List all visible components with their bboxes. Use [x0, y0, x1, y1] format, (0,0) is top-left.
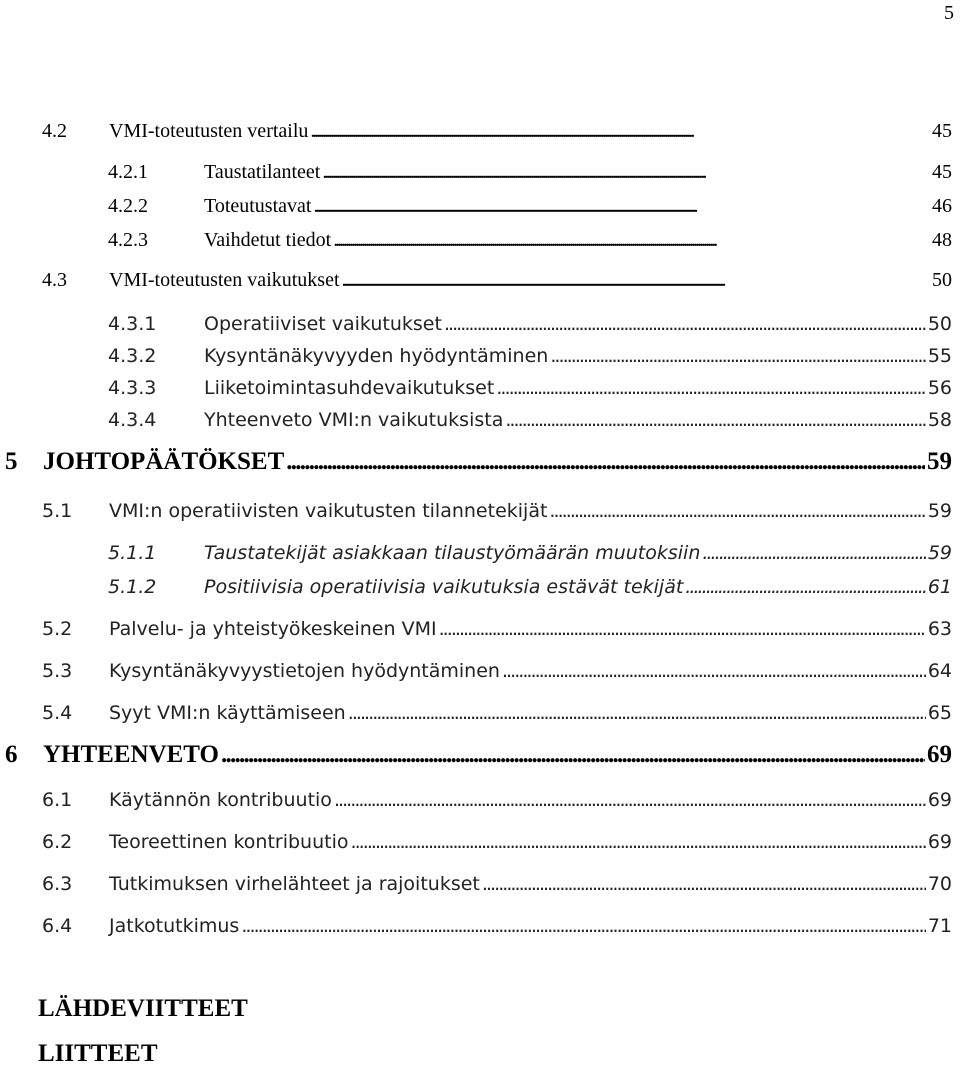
toc-title: Käytännön kontribuutio [109, 789, 332, 811]
dot-leader [496, 377, 925, 399]
toc-number: 4.2.3 [108, 229, 148, 251]
toc-title: VMI:n operatiivisten vaikutusten tilannetekijät [109, 500, 548, 522]
dot-leader [351, 831, 926, 853]
toc-title: Taustatilanteet [204, 161, 321, 183]
toc-entry-4-3-4[interactable] [108, 409, 952, 431]
dot-leader [221, 741, 925, 769]
dot-leader [322, 161, 930, 184]
dot-leader [482, 873, 926, 895]
toc-entry-5-1-2[interactable] [108, 576, 952, 598]
toc-title: JOHTOPÄÄTÖKSET [43, 448, 285, 475]
toc-entry-4-2-3[interactable] [108, 229, 952, 252]
dot-leader [348, 702, 926, 724]
toc-page: 61 [927, 576, 952, 598]
toc-number: 4.2 [42, 120, 67, 142]
toc-title: Tutkimuksen virhelähteet ja rajoitukset [109, 873, 480, 895]
toc-title: Liiketoimintasuhdevaikutukset [204, 377, 495, 399]
toc-page: 45 [932, 161, 952, 183]
toc-entry-6-2[interactable] [42, 831, 952, 853]
toc-number: 6.2 [42, 831, 73, 853]
toc-entry-4-3[interactable] [42, 269, 952, 292]
toc-page: 48 [932, 229, 952, 251]
dot-leader [444, 313, 926, 335]
toc-page: 69 [927, 789, 952, 811]
toc-page: 69 [927, 831, 952, 853]
toc-page: 59 [927, 448, 952, 475]
toc-page: 59 [927, 500, 952, 522]
toc-page: 55 [927, 345, 952, 367]
dot-leader [241, 915, 925, 937]
toc-number: 4.2.1 [108, 161, 148, 183]
toc-entry-5-2[interactable] [42, 618, 952, 640]
toc-number: 4.3.1 [108, 313, 157, 335]
toc-title: Kysyntänäkyvyystietojen hyödyntäminen [109, 660, 500, 682]
toc-title: Yhteenveto VMI:n vaikutuksista [204, 409, 504, 431]
toc-number: 5.1 [42, 500, 73, 522]
toc-page: 50 [932, 269, 952, 291]
toc-number: 5.3 [42, 660, 73, 682]
dot-leader [313, 195, 930, 218]
toc-number: 6.3 [42, 873, 73, 895]
references-heading[interactable]: LÄHDEVIITTEET [38, 995, 248, 1022]
toc-number: 6.1 [42, 789, 73, 811]
toc-title: Toteutustavat [204, 195, 312, 217]
toc-page: 64 [927, 660, 952, 682]
dot-leader [334, 789, 926, 811]
toc-number: 4.2.2 [108, 195, 148, 217]
toc-page: 50 [927, 313, 952, 335]
dot-leader [502, 660, 926, 682]
toc-page: 46 [932, 195, 952, 217]
dot-leader [550, 345, 925, 367]
toc-entry-4-2[interactable] [42, 120, 952, 143]
page-number: 5 [944, 2, 954, 24]
toc-number: 6.4 [42, 915, 73, 937]
toc-number: 5.1.1 [108, 542, 157, 564]
toc-title: Syyt VMI:n käyttämiseen [109, 702, 346, 724]
dot-leader [702, 542, 925, 564]
appendices-heading[interactable]: LIITTEET [38, 1040, 158, 1067]
toc-entry-5-1[interactable] [42, 500, 952, 522]
toc-number: 4.3.3 [108, 377, 157, 399]
toc-title: VMI-toteutusten vaikutukset [109, 269, 340, 291]
toc-page: 69 [927, 741, 952, 768]
toc-entry-6-4[interactable] [42, 915, 952, 937]
toc-number: 5.2 [42, 618, 73, 640]
dot-leader [286, 448, 925, 476]
dot-leader [505, 409, 925, 431]
toc-title: Taustatekijät asiakkaan tilaustyömäärän muutoksiin [204, 542, 701, 564]
toc-page: 56 [927, 377, 952, 399]
toc-number: 5.4 [42, 702, 73, 724]
toc-title: Kysyntänäkyvyyden hyödyntäminen [204, 345, 549, 367]
dot-leader [549, 500, 925, 522]
dot-leader [685, 576, 926, 598]
toc-title: Jatkotutkimus [109, 915, 240, 937]
toc-entry-6-3[interactable] [42, 873, 952, 895]
toc-page: 58 [927, 409, 952, 431]
toc-number: 4.3.4 [108, 409, 157, 431]
toc-entry-4-3-3[interactable] [108, 377, 952, 399]
toc-page: 45 [932, 120, 952, 142]
toc-number: 4.3 [42, 269, 67, 291]
toc-number: 5.1.2 [108, 576, 157, 598]
toc-page: 65 [927, 702, 952, 724]
toc-number: 4.3.2 [108, 345, 157, 367]
toc-entry-4-3-2[interactable] [108, 345, 952, 367]
toc-entry-5-4[interactable] [42, 702, 952, 724]
toc-title: YHTEENVETO [43, 741, 219, 768]
toc-title: Operatiiviset vaikutukset [204, 313, 442, 335]
toc-page: 63 [927, 618, 952, 640]
toc-number: 5 [5, 448, 18, 475]
toc-entry-5[interactable] [5, 448, 952, 476]
toc-title: Vaihdetut tiedot [204, 229, 332, 251]
toc-entry-5-1-1[interactable] [108, 542, 952, 564]
toc-number: 6 [5, 741, 18, 768]
dot-leader [439, 618, 926, 640]
toc-entry-4-2-1[interactable] [108, 161, 952, 184]
toc-title: VMI-toteutusten vertailu [109, 120, 309, 142]
toc-entry-4-3-1[interactable] [108, 313, 952, 335]
toc-entry-4-2-2[interactable] [108, 195, 952, 218]
toc-title: Positiivisia operatiivisia vaikutuksia estävät tekijät [204, 576, 684, 598]
toc-title: Teoreettinen kontribuutio [109, 831, 349, 853]
toc-title: Palvelu- ja yhteistyökeskeinen VMI [109, 618, 437, 640]
dot-leader [333, 229, 930, 252]
toc-entry-6[interactable] [5, 741, 952, 769]
toc-entry-5-3[interactable] [42, 660, 952, 682]
toc-page: 71 [927, 915, 952, 937]
dot-leader [342, 269, 930, 292]
toc-page: 70 [927, 873, 952, 895]
dot-leader [310, 120, 930, 143]
toc-entry-6-1[interactable] [42, 789, 952, 811]
toc-page: 59 [927, 542, 952, 564]
